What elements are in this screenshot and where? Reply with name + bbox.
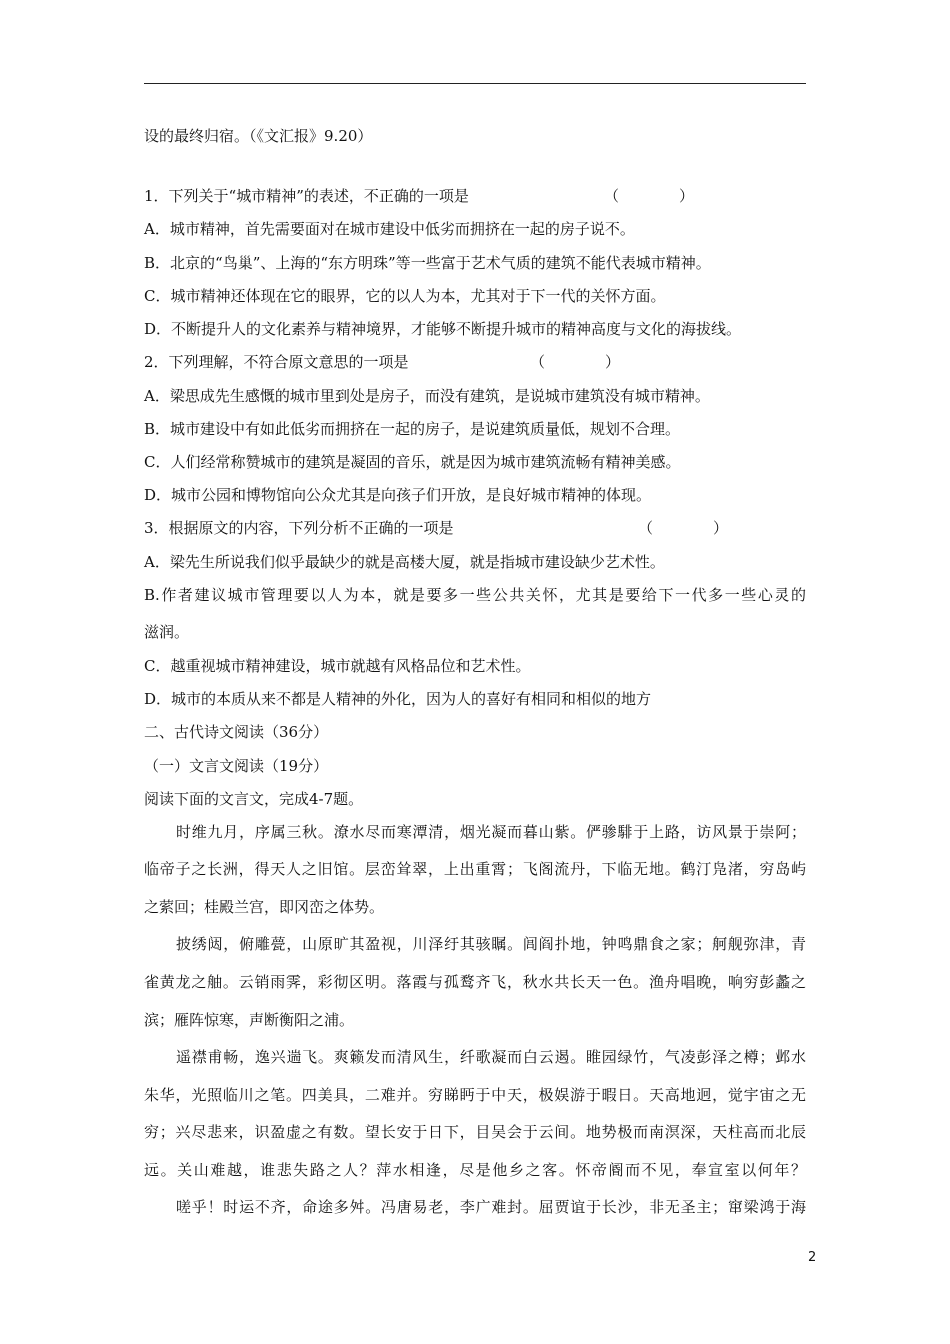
passage-line: 嗟乎！时运不齐，命途多舛。冯唐易老，李广难封。屈贾谊于长沙，非无圣主；窜梁鸿于海 — [176, 1198, 806, 1216]
passage-line: 朱华，光照临川之笔。四美具，二难并。穷睇眄于中天，极娱游于暇日。天高地迥，觉宇宙之无 — [144, 1086, 806, 1104]
q2-option-c: C．人们经常称赞城市的建筑是凝固的音乐，就是因为城市建筑流畅有精神美感。 — [144, 453, 681, 471]
passage-line: 披绣闼，俯雕甍，山原旷其盈视，川泽纡其骇瞩。闾阎扑地，钟鸣鼎食之家；舸舰弥津，青 — [176, 935, 806, 953]
page-number: 2 — [808, 1250, 817, 1265]
passage-line: 穷；兴尽悲来，识盈虚之有数。望长安于日下，目吴会于云间。地势极而南溟深，天柱高而北辰 — [144, 1123, 806, 1141]
q1-answer-paren: （ ） — [604, 187, 695, 205]
q1-option-d: D．不断提升人的文化素养与精神境界，才能够不断提升城市的精神高度与文化的海拔线。 — [144, 320, 742, 338]
subsection-heading: （一）文言文阅读（19分） — [144, 757, 329, 775]
q3-answer-paren: （ ） — [638, 519, 729, 537]
passage-line: 远。关山难越，谁悲失路之人？萍水相逢，尽是他乡之客。怀帝阍而不见，奉宣室以何年？ — [144, 1161, 806, 1179]
q1-option-c: C．城市精神还体现在它的眼界，它的以人为本，尤其对于下一代的关怀方面。 — [144, 287, 666, 305]
q2-stem: 2．下列理解，不符合原文意思的一项是 — [144, 353, 409, 371]
q2-answer-paren: （ ） — [530, 353, 621, 371]
passage-line: 之萦回；桂殿兰宫，即冈峦之体势。 — [144, 898, 385, 916]
passage-line: 时维九月，序属三秋。潦水尽而寒潭清，烟光凝而暮山紫。俨骖騑于上路，访风景于崇阿； — [176, 823, 806, 841]
passage-tail: 设的最终归宿。（《文汇报》9.20） — [144, 127, 373, 145]
q1-option-b: B．北京的“鸟巢”、上海的“东方明珠”等一些富于艺术气质的建筑不能代表城市精神。 — [144, 254, 711, 272]
q2-option-b: B．城市建设中有如此低劣而拥挤在一起的房子，是说建筑质量低，规划不合理。 — [144, 420, 681, 438]
q3-option-b: B.作者建议城市管理要以人为本，就是要多一些公共关怀，尤其是要给下一代多一些心灵的 — [144, 586, 806, 604]
q3-stem: 3．根据原文的内容，下列分析不正确的一项是 — [144, 519, 454, 537]
q2-option-a: A．梁思成先生感慨的城市里到处是房子，而没有建筑，是说城市建筑没有城市精神。 — [144, 387, 710, 405]
passage-line: 滨；雁阵惊寒，声断衡阳之浦。 — [144, 1011, 355, 1029]
q3-option-a: A．梁先生所说我们似乎最缺少的就是高楼大厦，就是指城市建设缺少艺术性。 — [144, 553, 665, 571]
q3-option-b-cont: 滋润。 — [144, 623, 190, 641]
q3-option-d: D．城市的本质从来不都是人精神的外化，因为人的喜好有相同和相似的地方 — [144, 690, 652, 708]
section-heading: 二、古代诗文阅读（36分） — [144, 723, 329, 741]
passage-line: 雀黄龙之舳。云销雨霁，彩彻区明。落霞与孤鹜齐飞，秋水共长天一色。渔舟唱晚，响穷彭蠡之 — [144, 973, 806, 991]
reading-instruction: 阅读下面的文言文，完成4-7题。 — [144, 790, 364, 808]
q1-stem: 1．下列关于“城市精神”的表述，不正确的一项是 — [144, 187, 469, 205]
passage-line: 临帝子之长洲，得天人之旧馆。层峦耸翠，上出重霄；飞阁流丹，下临无地。鹤汀凫渚，穷岛屿 — [144, 860, 806, 878]
passage-line: 遥襟甫畅，逸兴遄飞。爽籁发而清风生，纤歌凝而白云遏。睢园绿竹，气凌彭泽之樽；邺水 — [176, 1048, 806, 1066]
q2-option-d: D．城市公园和博物馆向公众尤其是向孩子们开放，是良好城市精神的体现。 — [144, 486, 652, 504]
q1-option-a: A．城市精神，首先需要面对在城市建设中低劣而拥挤在一起的房子说不。 — [144, 220, 635, 238]
header-rule — [144, 83, 806, 84]
q3-option-c: C．越重视城市精神建设，城市就越有风格品位和艺术性。 — [144, 657, 531, 675]
